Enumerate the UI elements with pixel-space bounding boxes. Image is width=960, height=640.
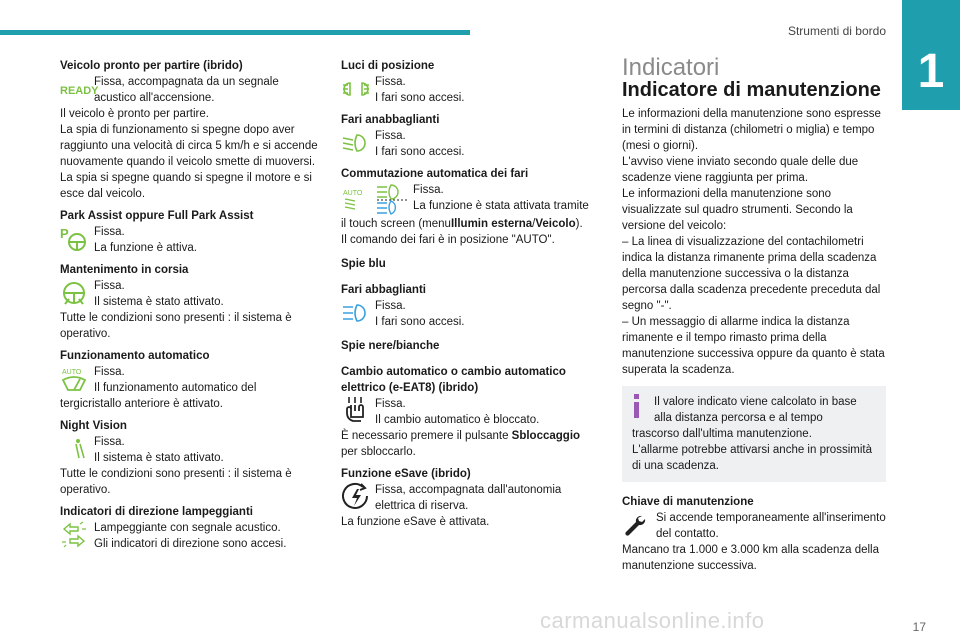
page-header-title: Strumenti di bordo bbox=[787, 24, 886, 38]
svg-text:P: P bbox=[60, 226, 69, 241]
item-auto-wiper: AUTO Fissa. Il funzionamento automatico del bbox=[62, 366, 257, 394]
sub-title: Indicatore di manutenzione bbox=[622, 79, 881, 101]
park-assist-icon bbox=[60, 224, 94, 254]
section-title: Indicatori bbox=[622, 54, 720, 81]
heading-night-vision: Night Vision bbox=[60, 420, 127, 432]
info-icon bbox=[632, 394, 654, 426]
item-turn-signal: Lampeggiante con segnale acustico. Gli indicatori di direzione sono accesi. bbox=[60, 520, 322, 552]
night-vision-icon bbox=[60, 434, 94, 464]
heading-low-beam: Fari anabbaglianti bbox=[341, 114, 440, 126]
page-number: 17 bbox=[912, 620, 926, 634]
heading-blue-lights: Spie blu bbox=[341, 258, 386, 270]
esave-icon bbox=[341, 482, 375, 512]
column-3: Indicatori Indicatore di manutenzione Le informazioni della manutenzione sono espresse in termini di distanza (chilometri o miglia) e tempo (mesi o giorni). L'avviso viene inviato secondo quale delle due scadenze viene raggiunta per prima. Le informazioni della manutenzione sono visualizzate sul quadro strumenti. Secondo la versione del veicolo: – La linea di visualizzazione del contachilometri indica la distanza rimanente prima della scadenza della manutenzione successiva o la distanza percorsa dalla scadenza precedente preceduta dal segno "-". – Un messaggio di allarme indica la distanza rimanente e il tempo rimasto prima della manutenzione successiva oppure da quanto è stata superata la scadenza. Il valore indicato viene calcolato in base alla distanza percorsa e al tempo trascorso dall'ultima manutenzione. L'allarme potrebbe attivarsi anche in prossimità di una scadenza. Chiave di manutenzione Si accende temporaneamente all'inserimento del contatto. Mancano tra 1.000 e 3.000 km alla scadenza della manutenzione successiva. bbox=[622, 54, 886, 572]
heading-esave: Funzione eSave (ibrido) bbox=[341, 468, 471, 480]
info-box: Il valore indicato viene calcolato in base alla distanza percorsa e al tempo trascorso dall'ultima manutenzione. L'allarme potrebbe attivarsi anche in prossimità di una scadenza. bbox=[622, 386, 886, 482]
heading-position-lights: Luci di posizione bbox=[341, 60, 435, 72]
heading-ready: Veicolo pronto per partire (ibrido) bbox=[60, 60, 243, 72]
svg-text:AUTO: AUTO bbox=[343, 190, 363, 197]
heading-turn-signal: Indicatori di direzione lampeggianti bbox=[60, 506, 253, 518]
auto-wiper-icon bbox=[60, 364, 94, 394]
svg-text:READY: READY bbox=[60, 85, 99, 97]
heading-service-key: Chiave di manutenzione bbox=[622, 496, 754, 508]
heading-high-beam: Fari abbaglianti bbox=[341, 284, 426, 296]
item-lane-keep: Fissa. Il sistema è stato attivato. bbox=[60, 278, 322, 310]
item-park-assist: P Fissa. La funzione è attiva. bbox=[60, 226, 197, 254]
item-ready: READY Fissa, accompagnata da un segnale acustico all'accensione. bbox=[60, 76, 279, 104]
item-night-vision: Fissa. Il sistema è stato attivato. bbox=[60, 434, 322, 466]
low-beam-icon bbox=[341, 128, 375, 158]
heading-auto-headlights: Commutazione automatica dei fari bbox=[341, 168, 529, 180]
chapter-number: 1 bbox=[917, 45, 945, 98]
heading-gearbox: Cambio automatico o cambio automatico elettrico (e-EAT8) (ibrido) bbox=[341, 366, 566, 394]
wrench-icon bbox=[622, 510, 656, 540]
heading-park-assist: Park Assist oppure Full Park Assist bbox=[60, 210, 254, 222]
heading-black-white-lights: Spie nere/bianche bbox=[341, 340, 440, 352]
high-beam-icon bbox=[341, 298, 375, 328]
turn-signal-icon bbox=[60, 520, 94, 550]
column-2: Luci di posizione Fissa. I fari sono accesi. Fari anabbaglianti Fissa. I fari sono accesi. Commutazione automatica dei fari AUTO Fissa. La funzione è stata attivata tramite il touch screen (menuIllumin esterna/Veicolo). Il comando dei fari è in posizione "AUTO". Spie blu Fari abbaglianti Fissa. I fari sono accesi. Spie nere/bianche Cambio automatico o cambio automatico elettrico (e-EAT8) (ibrido) Fissa. Il cambio automatico è bloccato. È necessario premere il pulsante Sbloccaggio per sbloccarlo. Funzione eSave (ibrido) Fissa, accompagnata dall'autonomia elettrica di riserva. La funzione eSave è attivata. bbox=[341, 58, 603, 530]
ready-icon bbox=[60, 74, 99, 104]
gearbox-lock-icon bbox=[341, 396, 375, 426]
chapter-tab bbox=[902, 0, 960, 110]
heading-lane-keep: Mantenimento in corsia bbox=[60, 264, 189, 276]
position-lights-icon bbox=[341, 74, 375, 104]
footer-watermark: carmanualsonline.info bbox=[540, 608, 765, 633]
column-1: Veicolo pronto per partire (ibrido) READY Fissa, accompagnata da un segnale acustico all'accensione. Il veicolo è pronto per partire. La spia di funzionamento si spegne dopo aver raggiunto una velocità di circa 5 km/h e si accende nuovamente quando il veicolo smette di muoversi. La spia si spegne quando si spegne il motore e si esce dal veicolo. Park Assist oppure Full Park Assist P Fissa. La funzione è attiva. Mantenimento in corsia Fissa. Il sistema è stato attivato. Tutte le condizioni sono presenti : il sistema è operativo. Funzionamento automatico AUTO Fissa. Il funzionamento automatico del tergicristallo anteriore è attivato. Night Vision Fissa. Il sistema è stato attivato. Tutte le condizioni sono presenti : il sistema è operativo. Indicatori di direzione lampeggianti Lampeggiante con segnale acustico. Gli indicatori di direzione sono accesi. bbox=[60, 58, 322, 552]
lane-keep-icon bbox=[60, 278, 94, 308]
svg-text:AUTO: AUTO bbox=[62, 369, 82, 376]
header-accent-bar bbox=[0, 30, 470, 35]
auto-headlights-icon bbox=[341, 182, 413, 216]
heading-auto-wiper: Funzionamento automatico bbox=[60, 350, 210, 362]
